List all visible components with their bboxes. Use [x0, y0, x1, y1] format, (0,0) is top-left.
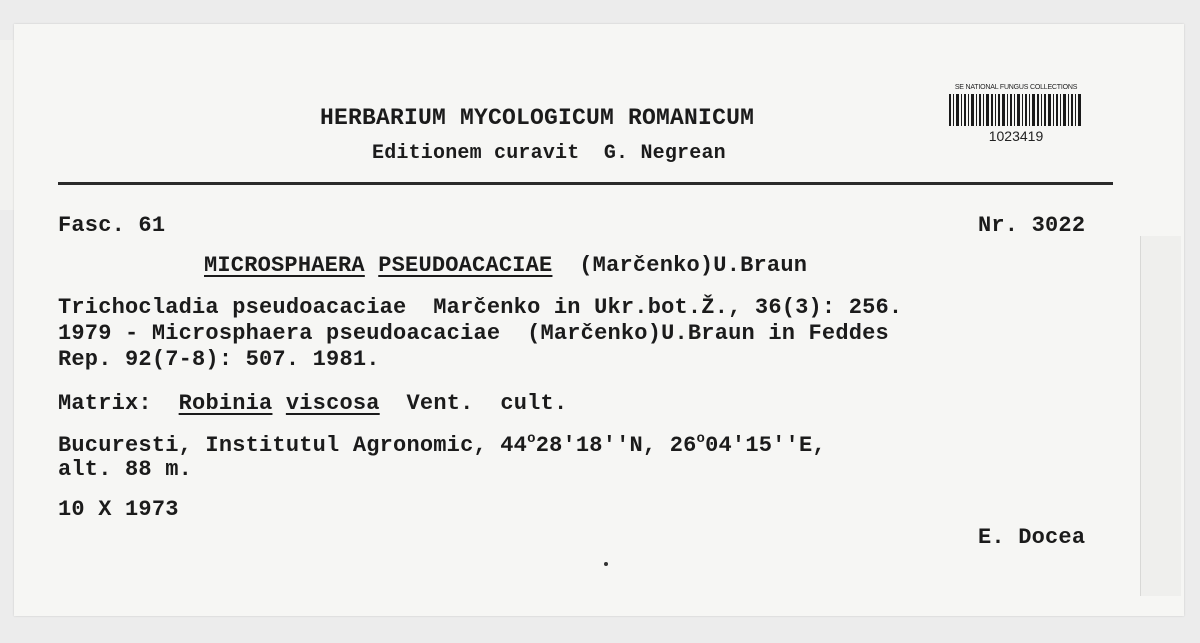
locality-part-c: 04'15''E, [705, 433, 826, 458]
collector-name: E. Docea [978, 525, 1086, 550]
locality-line-2: alt. 88 m. [58, 457, 193, 482]
header-divider [58, 182, 1113, 185]
synonymy-line-2: 1979 - Microsphaera pseudoacaciae (Marčenko)U.Braun in Feddes [58, 321, 889, 346]
species-genus: MICROSPHAERA [204, 253, 365, 278]
editor-line: Editionem curavit G. Negrean [372, 142, 726, 165]
matrix-genus: Robinia [178, 391, 273, 416]
synonymy-line-3: Rep. 92(7-8): 507. 1981. [58, 347, 380, 372]
matrix-epithet: viscosa [285, 391, 380, 416]
species-author: (Marčenko)U.Braun [579, 253, 808, 278]
species-name [204, 252, 807, 280]
matrix-line [58, 390, 567, 418]
locality-part-a: Bucuresti, Institutul Agronomic, 44 [58, 433, 528, 458]
matrix-rest: Vent. cult. [406, 391, 568, 416]
exsiccata-number: Nr. 3022 [978, 213, 1086, 238]
species-epithet: PSEUDOACACIAE [378, 253, 553, 278]
underlying-sheet-right [1140, 236, 1181, 596]
barcode-icon [949, 94, 1083, 126]
barcode-institution: SE NATIONAL FUNGUS COLLECTIONS [954, 84, 1078, 91]
herbarium-title: HERBARIUM MYCOLOGICUM ROMANICUM [320, 105, 755, 131]
matrix-label: Matrix: [58, 391, 152, 416]
locality-part-b: 28'18''N, 26 [535, 433, 697, 458]
degree-mark: o [527, 431, 536, 447]
collection-date: 10 X 1973 [58, 497, 179, 522]
barcode-sticker [945, 84, 1087, 146]
degree-mark: o [696, 431, 706, 447]
synonymy-line-1: Trichocladia pseudoacaciae Marčenko in Ukr.bot.Ž., 36(3): 256. [58, 295, 903, 320]
ink-speck [604, 562, 608, 566]
fascicle-number: Fasc. 61 [58, 213, 166, 238]
barcode-number: 1023419 [988, 128, 1044, 144]
